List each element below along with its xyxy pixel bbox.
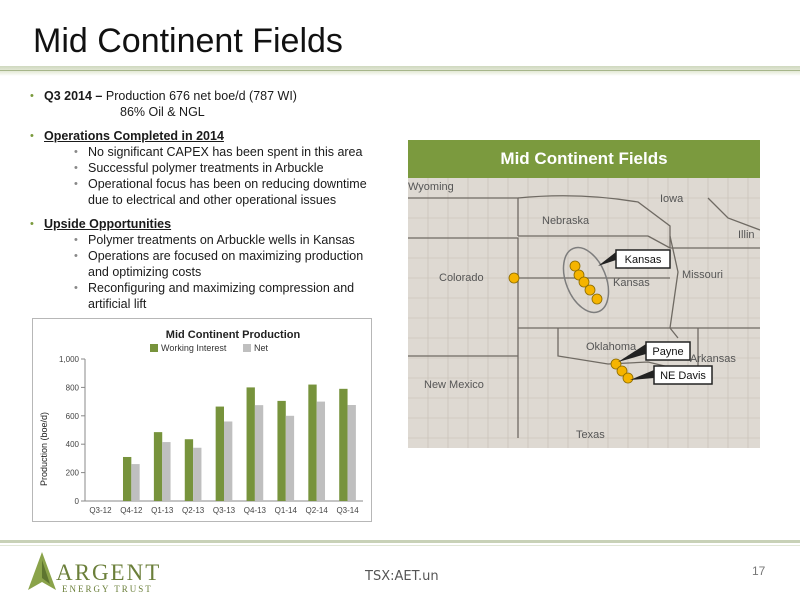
- y-tick-label: 400: [65, 440, 79, 450]
- field-dot-kansas: [592, 294, 602, 304]
- bar-working-interest: [247, 387, 255, 501]
- map-label-new-mexico: New Mexico: [424, 379, 484, 391]
- x-tick-label: Q3-12: [89, 506, 112, 515]
- bullet-dot: •: [30, 218, 34, 230]
- bar-working-interest: [216, 407, 224, 501]
- y-axis-label: Production (boe/d): [39, 411, 49, 487]
- bar-net: [255, 405, 263, 501]
- bullet-dot: •: [30, 130, 34, 142]
- map-label-arkansas: Arkansas: [690, 353, 736, 365]
- x-tick-label: Q4-13: [243, 506, 267, 515]
- bullet-upside: [30, 216, 400, 232]
- field-dot-kansas: [570, 261, 580, 271]
- map-label-wyoming: Wyoming: [408, 181, 454, 193]
- upside-item: • Polymer treatments on Arbuckle wells in Kansas: [74, 233, 355, 247]
- state-borders: [408, 196, 760, 438]
- production-chart-svg: [33, 319, 373, 523]
- callout-kansas-label: Kansas: [624, 254, 662, 266]
- davis-callout-pointer: [630, 370, 654, 380]
- bar-net: [224, 421, 232, 501]
- ops-item: • No significant CAPEX has been spent in this area: [74, 145, 363, 159]
- logo-subtitle: ENERGY TRUST: [62, 584, 153, 594]
- bar-working-interest: [154, 432, 162, 501]
- bar-working-interest: [308, 385, 316, 501]
- chart-title: Mid Continent Production: [165, 329, 301, 341]
- upside-item-cont: artificial lift: [88, 297, 147, 311]
- map-panel: [408, 140, 760, 448]
- x-tick-label: Q1-13: [151, 506, 174, 515]
- bar-net: [193, 448, 201, 501]
- kansas-callout-pointer: [598, 252, 616, 266]
- y-tick-label: 800: [65, 383, 79, 393]
- upside-item: • Operations are focused on maximizing production: [74, 249, 364, 263]
- production-chart: [32, 318, 372, 522]
- ops-heading: Operations Completed in 2014: [44, 129, 224, 143]
- field-dot-davis: [623, 373, 633, 383]
- map-label-iowa: Iowa: [660, 193, 684, 205]
- bullet-list: [30, 88, 400, 312]
- field-dot-kansas: [585, 285, 595, 295]
- bar-working-interest: [339, 389, 347, 501]
- page-number: 17: [752, 564, 766, 578]
- x-tick-label: Q1-14: [274, 506, 297, 515]
- bar-net: [286, 416, 294, 501]
- title-rule: [0, 66, 800, 76]
- y-tick-label: 200: [65, 468, 79, 478]
- bar-working-interest: [277, 401, 285, 501]
- x-tick-label: Q2-13: [181, 506, 205, 515]
- bullet-q3: [30, 88, 400, 104]
- map-label-texas: Texas: [576, 429, 605, 441]
- legend-swatch-working-interest: [150, 344, 158, 352]
- map-svg: [408, 178, 760, 448]
- map-label-kansas: Kansas: [613, 277, 650, 289]
- ops-item: • Successful polymer treatments in Arbuckle: [74, 161, 324, 175]
- map-label-colorado: Colorado: [439, 272, 484, 284]
- y-tick-label: 1,000: [58, 355, 79, 364]
- x-tick-label: Q3-14: [336, 506, 359, 515]
- bar-working-interest: [185, 439, 193, 501]
- bar-working-interest: [123, 457, 131, 501]
- y-tick-label: 600: [65, 411, 79, 421]
- bar-net: [317, 402, 325, 501]
- ops-item-cont: due to electrical and other operational issues: [88, 193, 337, 207]
- callout-payne-label: Payne: [652, 346, 684, 358]
- x-tick-label: Q3-13: [212, 506, 236, 515]
- footer-rule-thin: [0, 545, 800, 546]
- legend-swatch-net: [243, 344, 251, 352]
- slide-title: Mid Continent Fields: [33, 22, 343, 60]
- field-dot-colorado: [509, 273, 519, 283]
- q3-text: Production 676 net boe/d (787 WI): [105, 89, 297, 103]
- upside-heading: Upside Opportunities: [44, 217, 172, 231]
- q3-label: Q3 2014 –: [44, 89, 103, 103]
- footer-rule: [0, 540, 800, 543]
- bullet-dot: •: [30, 90, 34, 102]
- bar-net: [162, 442, 170, 501]
- legend-net: Net: [254, 343, 269, 353]
- legend-working-interest: Working Interest: [161, 343, 227, 353]
- map-label-missouri: Missouri: [682, 269, 723, 281]
- ticker-symbol: TSX:AET.un: [365, 569, 439, 584]
- bullet-ops: [30, 128, 400, 144]
- bar-net: [348, 405, 356, 501]
- x-tick-label: Q2-14: [305, 506, 328, 515]
- callout-ne-davis-label: NE Davis: [660, 370, 706, 382]
- ops-item: • Operational focus has been on reducing downtime: [74, 177, 367, 191]
- y-tick-label: 0: [74, 497, 79, 506]
- bar-net: [131, 464, 139, 501]
- map-header: Mid Continent Fields: [408, 140, 760, 178]
- x-tick-label: Q4-12: [120, 506, 143, 515]
- logo-name: ARGENT: [56, 560, 162, 585]
- upside-item: • Reconfiguring and maximizing compression and: [74, 281, 355, 295]
- map-label-nebraska: Nebraska: [542, 215, 590, 227]
- q3-subline: 86% Oil & NGL: [120, 105, 205, 119]
- map-label-oklahoma: Oklahoma: [586, 341, 637, 353]
- map-label-illinois: Illin: [738, 229, 755, 241]
- upside-item-cont: and optimizing costs: [88, 265, 202, 279]
